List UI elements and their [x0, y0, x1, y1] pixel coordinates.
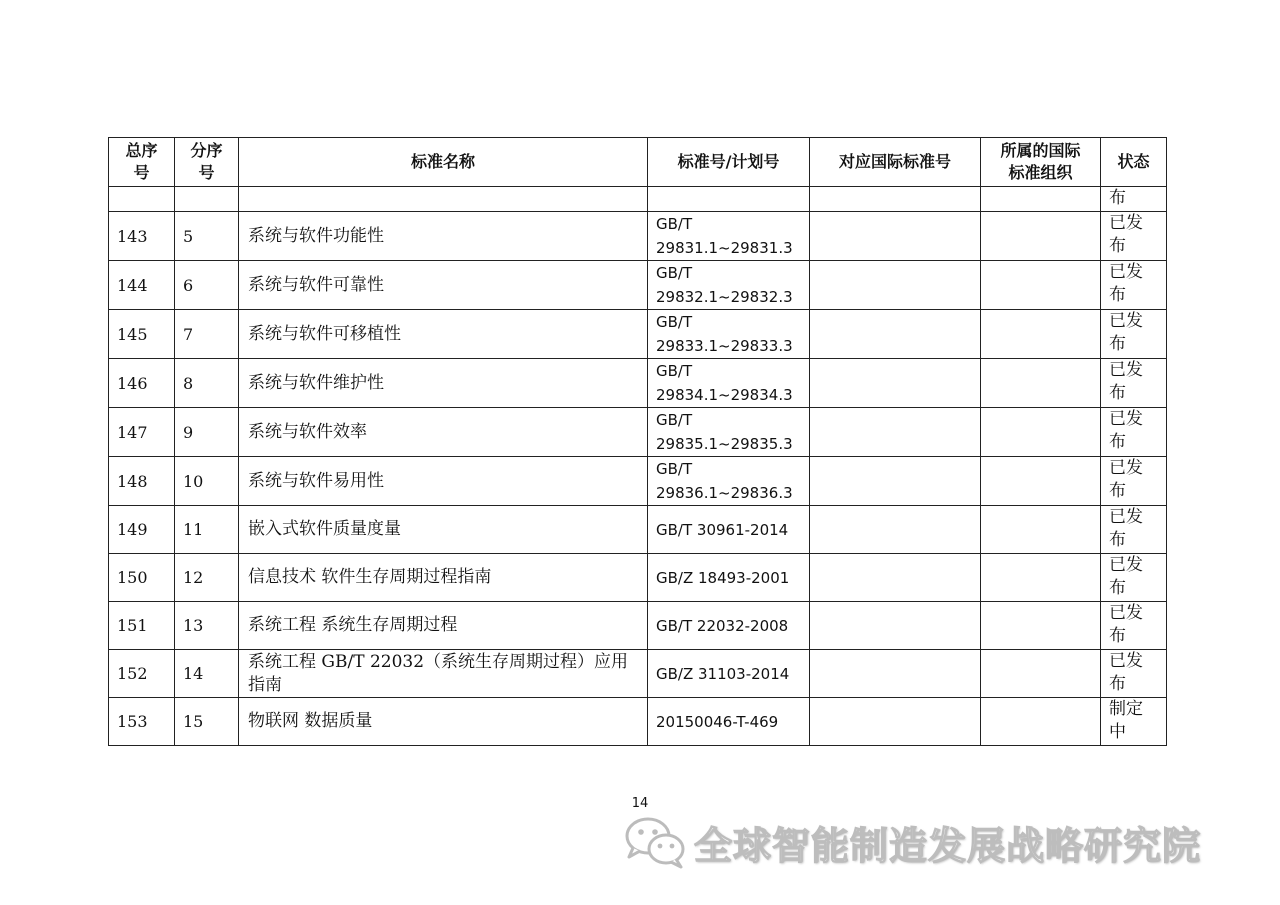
cell-org: [981, 408, 1101, 457]
cell-name: [239, 310, 648, 359]
cell-std: [648, 359, 810, 408]
cell-status: [1101, 212, 1167, 261]
cell-status-line: 制定: [1109, 699, 1143, 719]
cell-org: [981, 310, 1101, 359]
cell-status-line: 布: [1109, 334, 1126, 354]
cell-name: [239, 650, 648, 698]
cell-intl: [810, 408, 981, 457]
cell-status-line: 布: [1109, 432, 1126, 452]
cell-name: [239, 698, 648, 746]
cell-total: 147: [109, 408, 175, 457]
cell-name: [239, 212, 648, 261]
cell-std-line: GB/T: [656, 460, 693, 478]
header-total-no-line: 总序: [125, 141, 158, 160]
cell-sub: 15: [175, 698, 239, 746]
cell-org: [981, 506, 1101, 554]
standards-table: [108, 137, 1167, 746]
cell-std-line: GB/Z 31103-2014: [656, 664, 790, 683]
cell-total: 146: [109, 359, 175, 408]
header-status: 状态: [1101, 138, 1167, 187]
cell-status-line: 布: [1109, 236, 1126, 256]
cell-std: [648, 554, 810, 602]
header-intl-org: [981, 138, 1101, 187]
cell-org: [981, 554, 1101, 602]
cell-name: [239, 187, 648, 212]
cell-name-line: 系统与软件可靠性: [248, 274, 384, 295]
table-row: [109, 212, 1167, 261]
cell-intl: [810, 187, 981, 212]
cell-status-line: 中: [1109, 722, 1126, 742]
cell-name-line: 系统与软件易用性: [248, 470, 384, 491]
cell-name: [239, 359, 648, 408]
cell-status-line: 布: [1109, 674, 1126, 694]
cell-status-line: 已发: [1109, 651, 1143, 671]
table-row: [109, 698, 1167, 746]
cell-status: [1101, 698, 1167, 746]
cell-std: [648, 602, 810, 650]
header-total-no: [109, 138, 175, 187]
table-row: [109, 457, 1167, 506]
table-row: [109, 408, 1167, 457]
cell-status: [1101, 506, 1167, 554]
cell-std: [648, 698, 810, 746]
cell-std-line: GB/T: [656, 362, 693, 380]
header-intl-std: 对应国际标准号: [810, 138, 981, 187]
watermark: [622, 812, 1201, 872]
header-total-no-line: 号: [133, 163, 150, 182]
cell-sub: 14: [175, 650, 239, 698]
cell-status-line: 已发: [1109, 213, 1143, 233]
cell-std-line: 29833.1~29833.3: [656, 337, 793, 355]
cell-std: [648, 457, 810, 506]
table-row: [109, 602, 1167, 650]
header-row: [109, 138, 1167, 187]
cell-intl: [810, 506, 981, 554]
cell-total: 153: [109, 698, 175, 746]
cell-intl: [810, 359, 981, 408]
cell-sub: 7: [175, 310, 239, 359]
cell-status-line: 已发: [1109, 507, 1143, 527]
cell-std-line: GB/T: [656, 264, 693, 282]
cell-name-line: 系统与软件维护性: [248, 372, 384, 393]
cell-sub: 8: [175, 359, 239, 408]
header-name: 标准名称: [239, 138, 648, 187]
cell-std: [648, 187, 810, 212]
table-row: [109, 506, 1167, 554]
cell-sub: 10: [175, 457, 239, 506]
cell-std-line: GB/Z 18493-2001: [656, 568, 790, 587]
cell-status: [1101, 408, 1167, 457]
cell-std-line: GB/T: [656, 313, 693, 331]
cell-intl: [810, 310, 981, 359]
cell-org: [981, 359, 1101, 408]
cell-std-line: 29831.1~29831.3: [656, 239, 793, 257]
cell-intl: [810, 212, 981, 261]
cell-status-line: 已发: [1109, 458, 1143, 478]
cell-org: [981, 457, 1101, 506]
cell-status-line: 已发: [1109, 360, 1143, 380]
cell-status: 布: [1101, 187, 1167, 212]
cell-name-line: 物联网 数据质量: [248, 711, 373, 731]
cell-status: [1101, 261, 1167, 310]
cell-intl: [810, 602, 981, 650]
cell-status-line: 布: [1109, 578, 1126, 598]
cell-name: [239, 408, 648, 457]
cell-intl: [810, 261, 981, 310]
wechat-icon: [622, 814, 688, 870]
cell-sub: 9: [175, 408, 239, 457]
table-row: [109, 359, 1167, 408]
cell-status: [1101, 457, 1167, 506]
header-sub-no-line: 分序: [190, 141, 223, 160]
cell-intl: [810, 554, 981, 602]
cell-sub: 5: [175, 212, 239, 261]
cell-total: 152: [109, 650, 175, 698]
cell-std: [648, 261, 810, 310]
cell-std-line: 29832.1~29832.3: [656, 288, 793, 306]
cell-total: 143: [109, 212, 175, 261]
cell-status-line: 已发: [1109, 603, 1143, 623]
cell-total: [109, 187, 175, 212]
cell-name: [239, 602, 648, 650]
cell-name-line: 指南: [248, 674, 282, 695]
table-row: [109, 261, 1167, 310]
cell-std-line: GB/T 22032-2008: [656, 616, 789, 635]
cell-std-line: GB/T: [656, 411, 693, 429]
cell-std: [648, 310, 810, 359]
cell-org: [981, 187, 1101, 212]
cell-org: [981, 698, 1101, 746]
page-number: 14: [631, 796, 649, 811]
cell-org: [981, 650, 1101, 698]
cell-std-line: 20150046-T-469: [656, 712, 779, 731]
header-sub-no: [175, 138, 239, 187]
cell-status-line: 已发: [1109, 262, 1143, 282]
cell-name-line: 系统与软件功能性: [248, 225, 384, 246]
cell-status: [1101, 554, 1167, 602]
cell-name: [239, 554, 648, 602]
cell-name: [239, 457, 648, 506]
cell-std-line: GB/T: [656, 215, 693, 233]
header-intl-org-line: 所属的国际: [1000, 141, 1081, 160]
cell-name-line: 系统与软件效率: [248, 421, 367, 442]
cell-std-line: 29836.1~29836.3: [656, 484, 793, 502]
cell-intl: [810, 650, 981, 698]
table-body: [109, 187, 1167, 746]
cell-status-line: 已发: [1109, 311, 1143, 331]
cell-name-line: 系统与软件可移植性: [248, 323, 401, 344]
cell-sub: 12: [175, 554, 239, 602]
cell-name-line: 系统工程 GB/T 22032（系统生存周期过程）应用: [248, 651, 629, 672]
cell-total: 149: [109, 506, 175, 554]
cell-std: [648, 212, 810, 261]
cell-org: [981, 602, 1101, 650]
cell-total: 151: [109, 602, 175, 650]
cell-intl: [810, 698, 981, 746]
cell-status: [1101, 310, 1167, 359]
table-row: [109, 554, 1167, 602]
cell-status-line: 布: [1109, 285, 1126, 305]
cell-status-line: 布: [1109, 481, 1126, 501]
cell-status-line: 已发: [1109, 409, 1143, 429]
cell-org: [981, 261, 1101, 310]
header-intl-org-line: 标准组织: [1008, 163, 1073, 182]
cell-total: 148: [109, 457, 175, 506]
cell-std-line: 29835.1~29835.3: [656, 435, 793, 453]
cell-status-line: 已发: [1109, 555, 1143, 575]
cell-sub: 6: [175, 261, 239, 310]
cell-total: 145: [109, 310, 175, 359]
cell-std: [648, 408, 810, 457]
cell-status-line: 布: [1109, 530, 1126, 550]
cell-intl: [810, 457, 981, 506]
header-std-no: 标准号/计划号: [648, 138, 810, 187]
cell-status: [1101, 602, 1167, 650]
cell-std: [648, 506, 810, 554]
cell-sub: 11: [175, 506, 239, 554]
cell-sub: [175, 187, 239, 212]
cell-name-line: 系统工程 系统生存周期过程: [248, 615, 458, 635]
cell-total: 144: [109, 261, 175, 310]
cell-name-line: 嵌入式软件质量度量: [248, 519, 401, 539]
table-row: [109, 650, 1167, 698]
cell-std: [648, 650, 810, 698]
cell-total: 150: [109, 554, 175, 602]
cell-org: [981, 212, 1101, 261]
cell-status: [1101, 359, 1167, 408]
cell-std-line: GB/T 30961-2014: [656, 520, 789, 539]
watermark-text: 全球智能制造发展战略研究院: [694, 823, 1202, 868]
continuation-row: [109, 187, 1167, 212]
table-row: [109, 310, 1167, 359]
cell-name: [239, 506, 648, 554]
cell-std-line: 29834.1~29834.3: [656, 386, 793, 404]
cell-name-line: 信息技术 软件生存周期过程指南: [248, 567, 492, 587]
cell-sub: 13: [175, 602, 239, 650]
cell-status-line: 布: [1109, 626, 1126, 646]
header-sub-no-line: 号: [198, 163, 215, 182]
cell-status-line: 布: [1109, 383, 1126, 403]
cell-name: [239, 261, 648, 310]
cell-status: [1101, 650, 1167, 698]
